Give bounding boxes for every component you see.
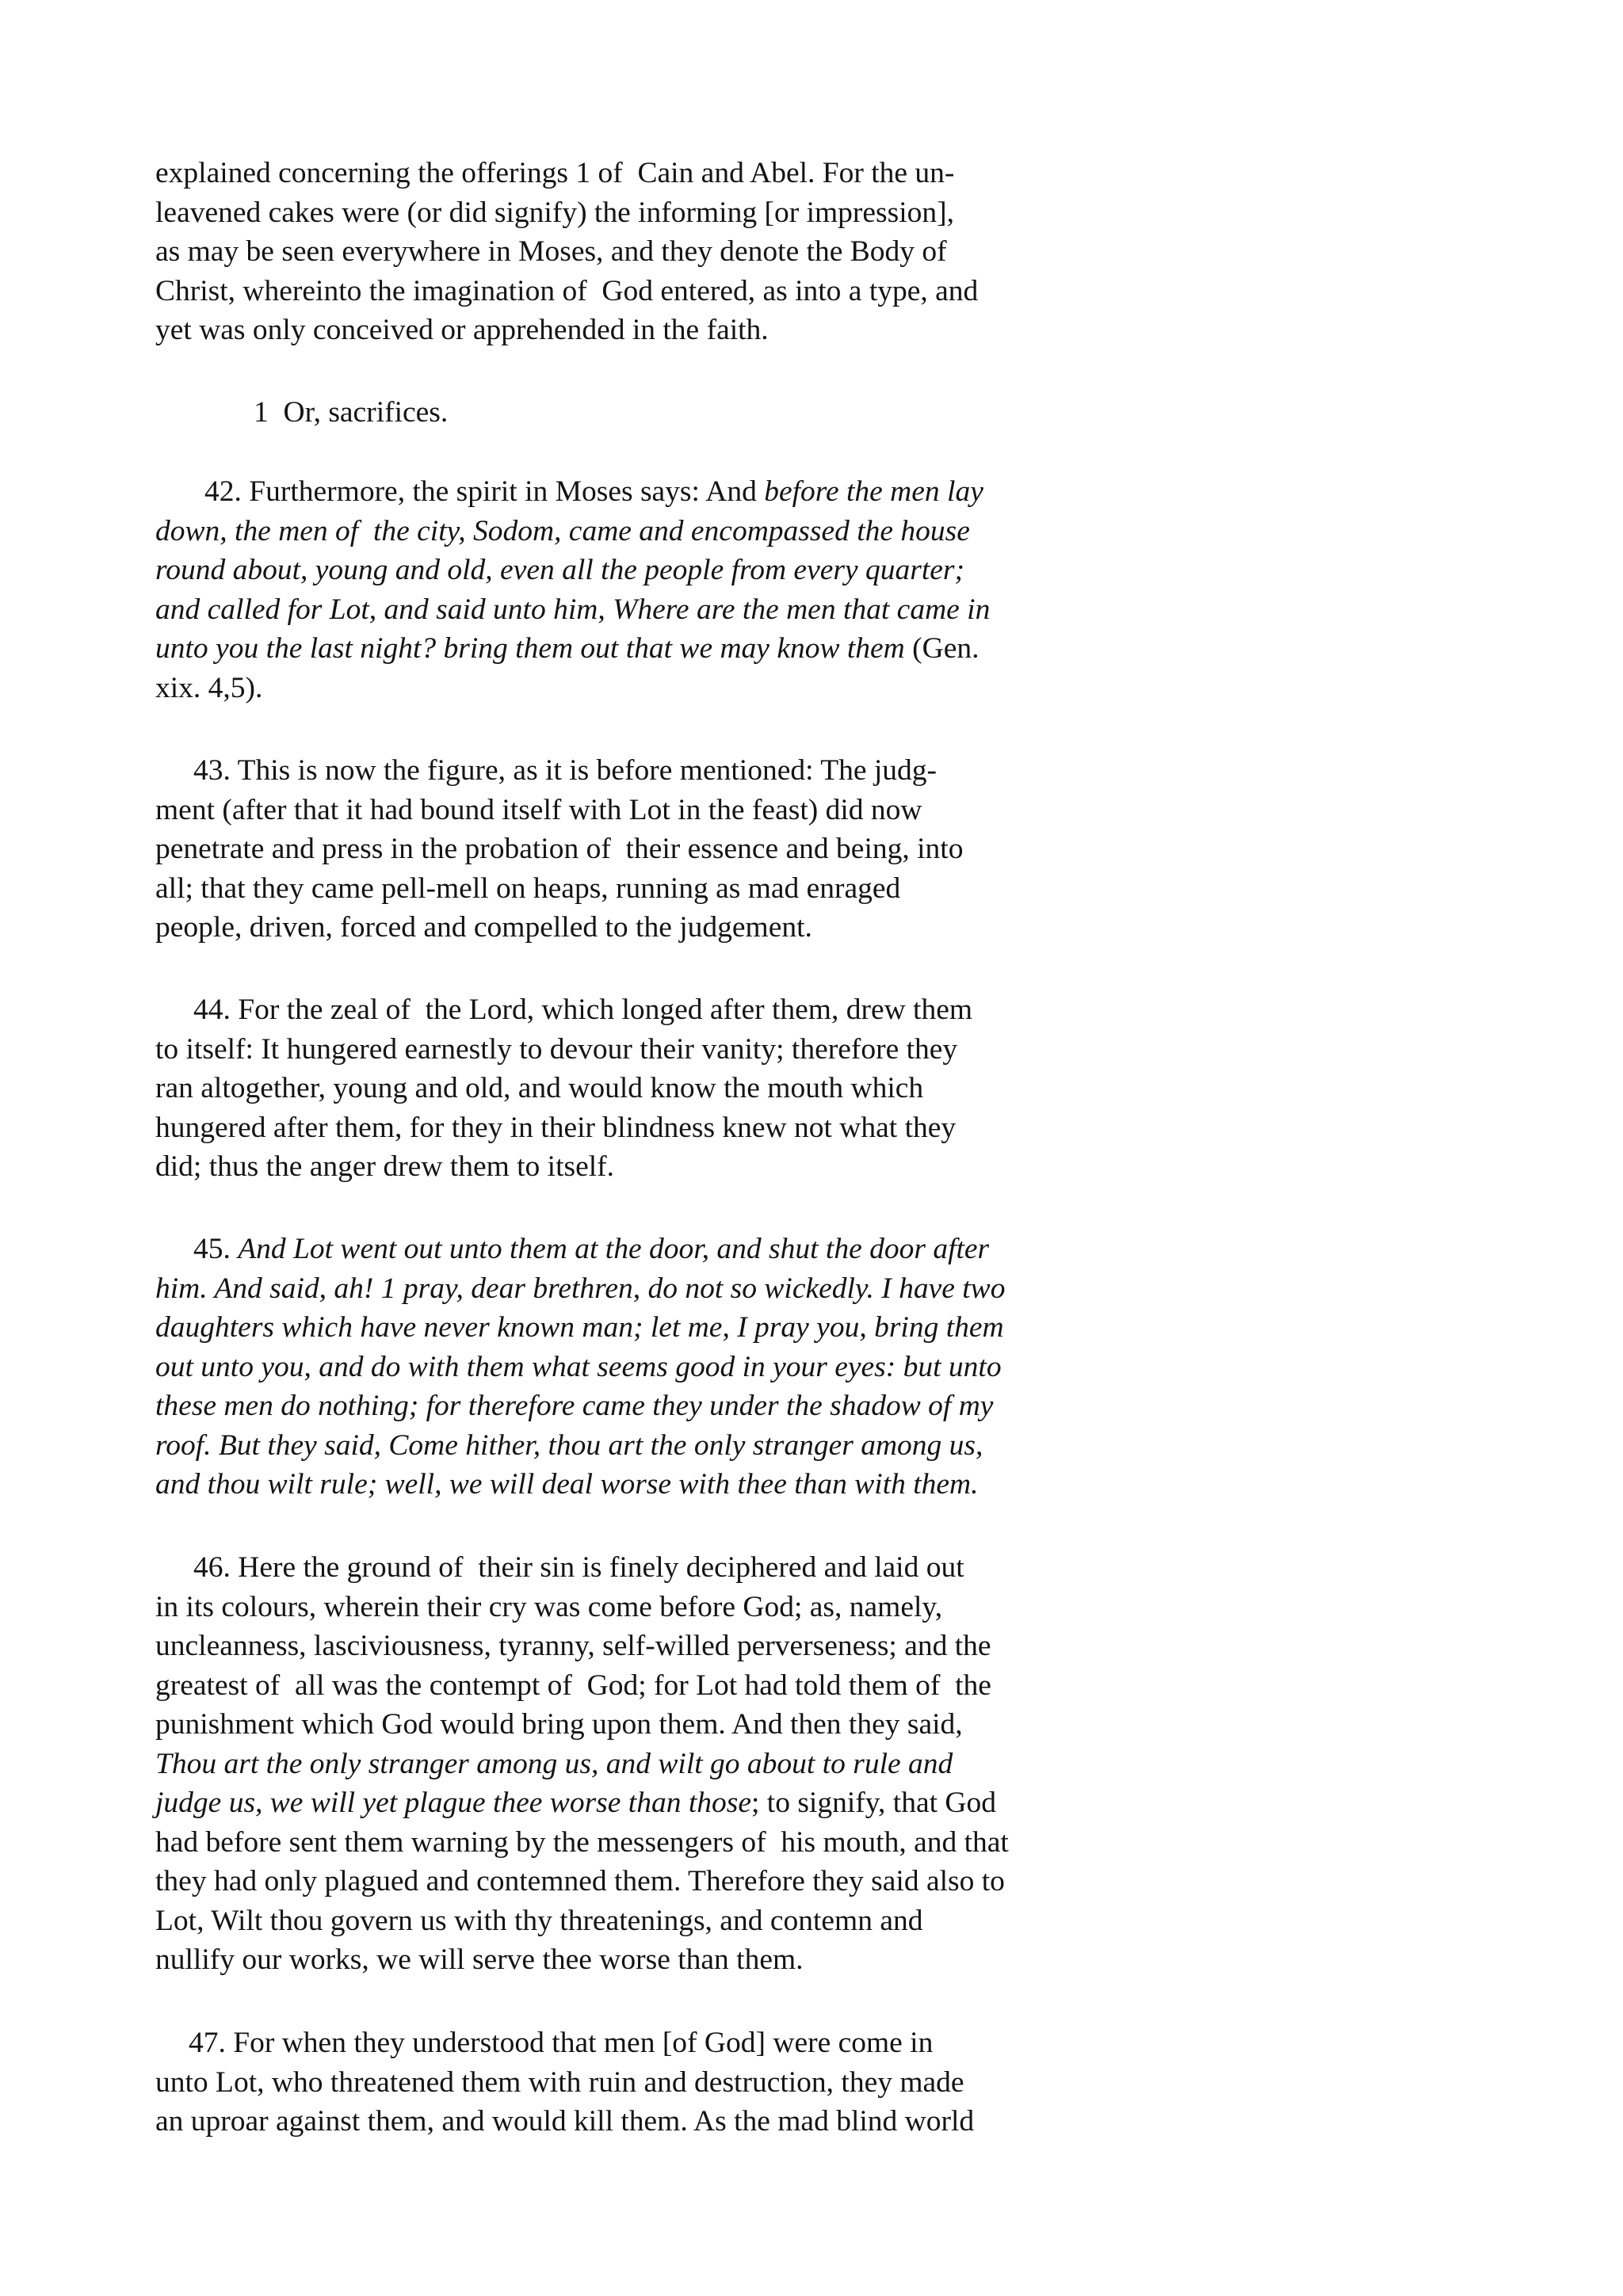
quote-text: him. And said, ah! 1 pray, dear brethren, do not so wickedly. I have two	[155, 1272, 1006, 1305]
quote-text: unto you the last night? bring them out that we may know them	[155, 632, 905, 665]
paragraph-44	[155, 990, 1186, 1187]
quote-text: these men do nothing; for therefore came they under the shadow of my	[155, 1390, 994, 1422]
text-line: xix. 4,5).	[155, 671, 263, 704]
quote-text: and called for Lot, and said unto him, Where are the men that came in	[155, 593, 991, 626]
text-line: nullify our works, we will serve thee worse than them.	[155, 1943, 804, 1976]
text-line: leavened cakes were (or did signify) the informing [or impression],	[155, 196, 955, 229]
text-line	[155, 629, 1186, 669]
footnote-text: 1 Or, sacrifices.	[254, 396, 449, 429]
text-line	[155, 590, 1186, 630]
quote-text: And Lot went out unto them at the door, and shut the door after	[238, 1233, 990, 1265]
text-line: yet was only conceived or apprehended in the faith.	[155, 314, 769, 346]
text-line: ran altogether, young and old, and would know the mouth which	[155, 1072, 924, 1104]
text-line: penetrate and press in the probation of their essence and being, into	[155, 833, 964, 865]
text-line: all; that they came pell-mell on heaps, running as mad enraged	[155, 871, 901, 905]
text-line: 43. This is now the figure, as it is before mentioned: The judg-	[193, 754, 938, 787]
text-line: 46. Here the ground of their sin is finely deciphered and laid out	[193, 1551, 964, 1584]
text-line	[155, 1465, 1186, 1505]
quote-text: judge us, we will yet plague thee worse than those	[155, 1787, 751, 1819]
paragraph-45	[155, 1230, 1186, 1505]
paragraph-42	[155, 472, 1186, 707]
text-line	[155, 472, 1186, 512]
text-line: hungered after them, for they in their blindness knew not what they	[155, 1111, 957, 1144]
text-line: did; thus the anger drew them to itself.	[155, 1150, 615, 1183]
quote-text: daughters which have never known man; let me, I pray you, bring them	[155, 1311, 1004, 1344]
paragraph-47	[155, 2023, 1186, 2142]
citation: (Gen.	[904, 632, 980, 665]
text-line	[155, 551, 1186, 590]
text-run: ; to signify, that God	[750, 1787, 996, 1819]
text-line	[155, 1386, 1186, 1426]
text-line: had before sent them warning by the messengers of his mouth, and that	[155, 1825, 1009, 1859]
text-line: Christ, whereinto the imagination of God entered, as into a type, and	[155, 274, 979, 307]
text-run: 42. Furthermore, the spirit in Moses says: And	[204, 475, 765, 508]
quote-text: roof. But they said, Come hither, thou art the only stranger among us,	[155, 1428, 983, 1462]
text-line: greatest of all was the contempt of God; for Lot had told them of the	[155, 1669, 991, 1702]
text-line: 47. For when they understood that men [of God] were come in	[189, 2027, 934, 2059]
text-line: they had only plagued and contemned them. Therefore they said also to	[155, 1865, 1005, 1897]
text-line: Lot, Wilt thou govern us with thy threatenings, and contemn and	[155, 1904, 923, 1937]
quote-text: down, the men of the city, Sodom, came and encompassed the house	[155, 514, 970, 547]
text-line	[155, 1426, 1186, 1466]
text-line	[155, 1308, 1186, 1348]
text-line: punishment which God would bring upon them. And then they said,	[155, 1708, 963, 1741]
footnote	[155, 393, 1186, 433]
quote-text: and thou wilt rule; well, we will deal worse with thee than with them.	[155, 1468, 979, 1501]
paragraph-43	[155, 751, 1186, 948]
text-line	[155, 1348, 1186, 1387]
paragraph-number: 45.	[193, 1233, 239, 1265]
quote-text: before the men lay	[764, 475, 983, 508]
text-line	[155, 1783, 1186, 1823]
text-line: 44. For the zeal of the Lord, which longed after them, drew them	[193, 994, 973, 1026]
text-line: as may be seen everywhere in Moses, and they denote the Body of	[155, 235, 947, 268]
text-line: explained concerning the offerings 1 of Cain and Abel. For the un-	[155, 157, 955, 189]
text-line: people, driven, forced and compelled to the judgement.	[155, 911, 812, 944]
text-line: uncleanness, lasciviousness, tyranny, self-willed perverseness; and the	[155, 1630, 991, 1662]
text-line	[155, 512, 1186, 551]
text-line	[155, 1745, 1186, 1784]
text-line: an uproar against them, and would kill them. As the mad blind world	[155, 2105, 975, 2138]
quote-text: round about, young and old, even all the people from every quarter;	[155, 554, 964, 586]
text-line: in its colours, wherein their cry was come before God; as, namely,	[155, 1590, 943, 1623]
text-line: ment (after that it had bound itself with Lot in the feast) did now	[155, 793, 922, 826]
text-line	[155, 1230, 1186, 1269]
paragraph-intro	[155, 154, 1186, 350]
quote-text: out unto you, and do with them what seems good in your eyes: but unto	[155, 1350, 1002, 1383]
text-line	[155, 1269, 1186, 1309]
text-line: unto Lot, who threatened them with ruin and destruction, they made	[155, 2065, 964, 2099]
paragraph-46	[155, 1548, 1186, 1980]
quote-text: Thou art the only stranger among us, and wilt go about to rule and	[155, 1747, 953, 1780]
text-line: to itself: It hungered earnestly to devour their vanity; therefore they	[155, 1032, 958, 1066]
